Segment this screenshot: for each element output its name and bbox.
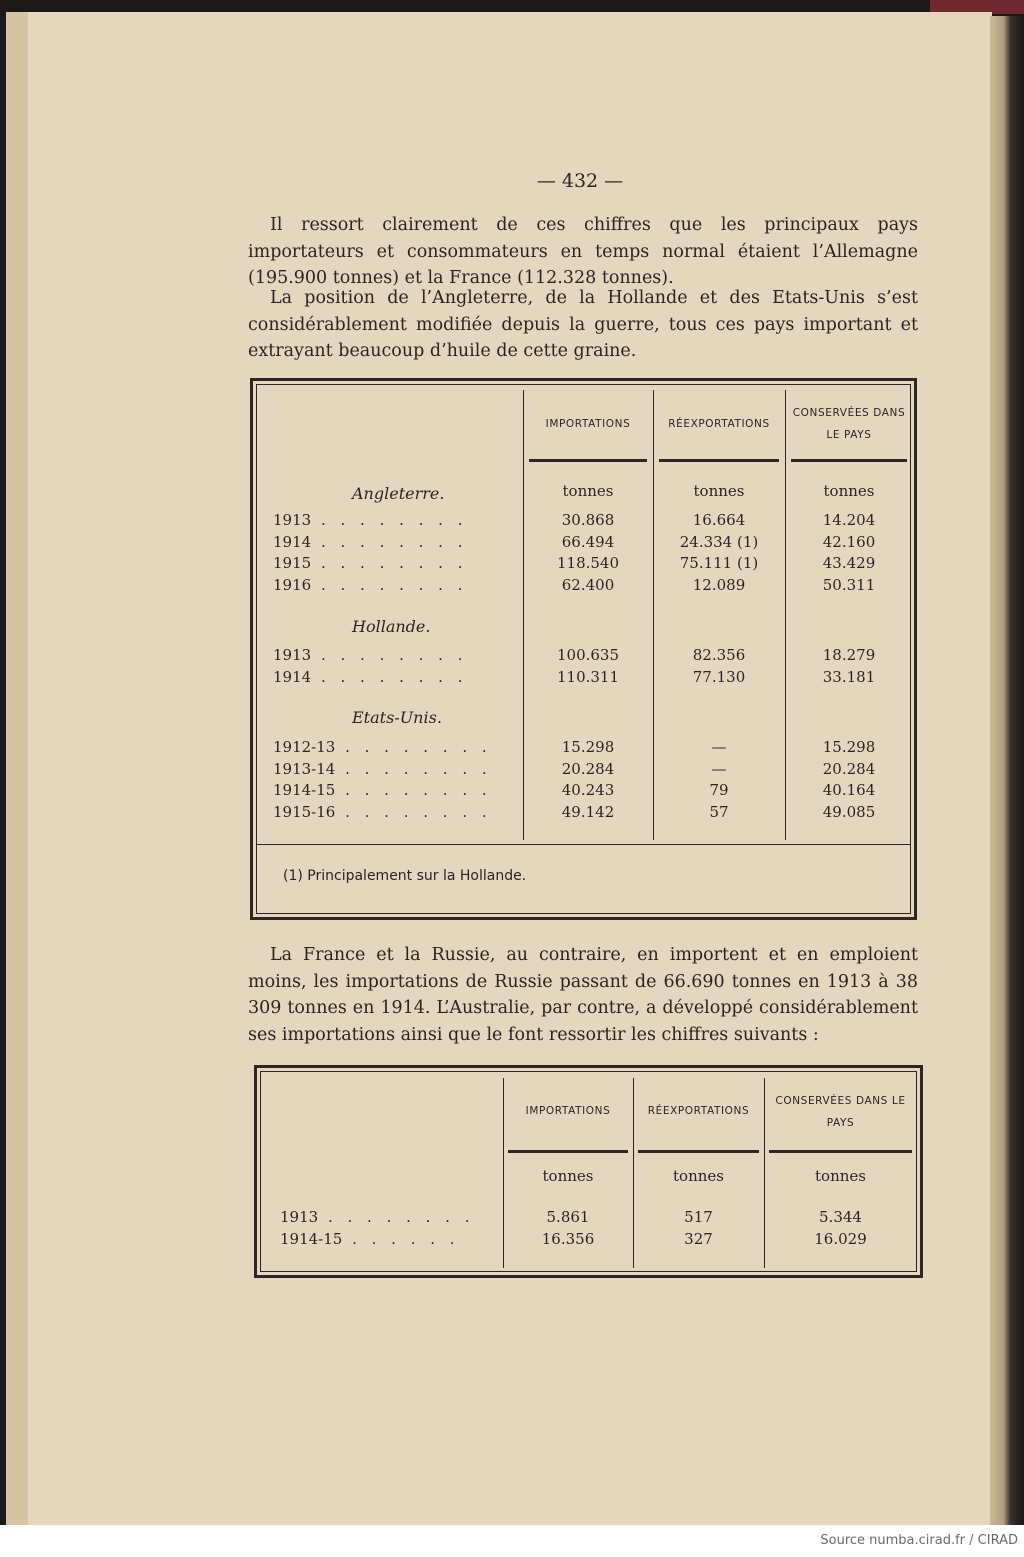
table-2-row-year: 1913 <box>280 1208 319 1226</box>
table-1-cell: 79 <box>709 781 729 799</box>
table-1-leader-dots: . . . . . . . . <box>311 532 468 551</box>
table-1-row-year: 1913-14 <box>273 759 336 778</box>
table-1-cell: 12.089 <box>692 575 746 594</box>
table-2-header-rule <box>638 1150 759 1153</box>
table-1-row-year: 1913 <box>273 646 312 664</box>
table-2-unit-label: tonnes <box>542 1167 594 1185</box>
table-1-cell: 66.494 <box>561 532 615 551</box>
source-credit: Source numba.cirad.fr / CIRAD <box>0 1525 1024 1557</box>
table-1-leader-dots: . . . . . . . . <box>335 802 492 821</box>
table-1-cell: 49.142 <box>561 802 615 821</box>
table-2-cell: 517 <box>684 1208 713 1226</box>
table-1-unit-label: tonnes <box>693 482 745 500</box>
table-1-cell: — <box>711 759 727 778</box>
table-2-cell: 327 <box>684 1230 713 1248</box>
table-1-cell: 43.429 <box>822 554 876 572</box>
table-1-leader-dots: . . . . . . . . <box>311 554 468 572</box>
table-1-cell: 15.298 <box>822 738 876 756</box>
table-1-cell: 75.111 (1) <box>679 554 759 572</box>
table-1-footnote-rule <box>256 844 911 845</box>
table-2-unit-label: tonnes <box>815 1167 866 1185</box>
table-1-cell: 16.664 <box>692 511 746 529</box>
table-1-row-label <box>273 780 518 801</box>
table-1-leader-dots: . . . . . . . . <box>311 575 468 594</box>
page-number: — 432 — <box>536 170 624 192</box>
table-1-leader-dots: . . . . . . . . <box>335 781 492 799</box>
table-2-unit-label: tonnes <box>673 1167 724 1185</box>
table-2-row-label <box>280 1229 502 1250</box>
table-2-column-header: RÉEXPORTATIONS <box>647 1105 750 1117</box>
table-1-cell: — <box>711 738 727 756</box>
table-1-header-rule <box>791 459 907 462</box>
table-1-cell: 15.298 <box>561 738 615 756</box>
table-1-row-label <box>273 737 518 758</box>
table-2-leader-dots: . . . . . . . . <box>318 1208 475 1226</box>
paragraph-2: La position de l’Angleterre, de la Hollande et des Etats-Unis s’est considérablement modifiée depuis la guerre, tous ces pays important et extrayant beaucoup d’huile de cette graine. <box>248 288 918 361</box>
table-1-row-label <box>273 532 518 553</box>
table-1-unit-label: tonnes <box>562 482 614 500</box>
table-1-group-name: Hollande. <box>352 617 431 636</box>
table-1-leader-dots: . . . . . . . . <box>335 738 492 756</box>
table-1-row-year: 1915-16 <box>273 802 336 821</box>
table-1-row-year: 1915 <box>273 554 312 572</box>
table-1-leader-dots: . . . . . . . . <box>311 667 468 686</box>
table-1-leader-dots: . . . . . . . . <box>311 646 468 664</box>
table-1-group-name: Angleterre. <box>352 484 445 503</box>
table-1-row-label <box>273 802 518 823</box>
table-1-cell: 57 <box>709 802 729 821</box>
table-1-row-year: 1916 <box>273 575 312 594</box>
table-1-cell: 18.279 <box>822 646 876 664</box>
table-1-row-label <box>273 759 518 780</box>
table-1-column-header: IMPORTATIONS <box>545 418 631 430</box>
table-1-row-year: 1914 <box>273 532 312 551</box>
table-1-group-name: Etats-Unis. <box>352 708 442 727</box>
table-1-cell: 77.130 <box>692 667 746 686</box>
table-1-unit-label: tonnes <box>823 482 875 500</box>
table-1-row-label <box>273 510 518 531</box>
table-1-cell: 33.181 <box>822 667 876 686</box>
table-2-row-label <box>280 1207 502 1228</box>
table-2-header-rule <box>508 1150 628 1153</box>
table-1-cell: 20.284 <box>561 759 615 778</box>
table-1-footnote: (1) Principalement sur la Hollande. <box>283 868 527 884</box>
table-1-row-year: 1914-15 <box>273 781 336 799</box>
table-1-header-rule <box>529 459 647 462</box>
table-1-cell: 49.085 <box>822 802 876 821</box>
table-1-cell: 14.204 <box>822 511 876 529</box>
table-1-cell: 40.164 <box>822 781 876 799</box>
table-1-cell: 62.400 <box>561 575 615 594</box>
table-1-column-header: CONSERVÉES DANS LE PAYS <box>792 407 906 441</box>
table-1-cell: 110.311 <box>556 667 620 686</box>
table-1-cell: 24.334 (1) <box>679 532 759 551</box>
table-1-row-label <box>273 553 518 574</box>
table-2-cell: 5.344 <box>819 1208 862 1226</box>
table-2-cell: 16.029 <box>814 1230 867 1248</box>
paragraph-1: Il ressort clairement de ces chiffres que les principaux pays importateurs et consommateurs en temps normal étaient l’Allemagne (195.900 tonnes) et la France (112.328 tonnes). <box>248 215 918 288</box>
table-1-cell: 100.635 <box>556 646 620 664</box>
table-1-cell: 20.284 <box>822 759 876 778</box>
table-2-column-header: IMPORTATIONS <box>525 1105 611 1117</box>
table-1-cell: 30.868 <box>561 511 615 529</box>
table-2-header-rule <box>769 1150 912 1153</box>
table-1-cell: 42.160 <box>822 532 876 551</box>
table-1-row-label <box>273 575 518 596</box>
table-1-cell: 50.311 <box>822 575 876 594</box>
table-1-cell: 40.243 <box>561 781 615 799</box>
table-1-cell: 118.540 <box>556 554 620 572</box>
page-gutter <box>990 16 1024 1525</box>
table-1-cell: 82.356 <box>692 646 746 664</box>
table-1-column-header: RÉEXPORTATIONS <box>668 418 770 430</box>
table-1-row-label <box>273 667 518 688</box>
table-2-leader-dots: . . . . . . <box>342 1230 460 1248</box>
table-1-row-year: 1913 <box>273 511 312 529</box>
table-2-cell: 16.356 <box>541 1230 595 1248</box>
table-1-leader-dots: . . . . . . . . <box>335 759 492 778</box>
table-1-row-year: 1912-13 <box>273 738 336 756</box>
table-2-column-header: CONSERVÉES DANS LE PAYS <box>775 1095 906 1129</box>
table-2-cell: 5.861 <box>546 1208 590 1226</box>
table-1-leader-dots: . . . . . . . . <box>311 511 468 529</box>
table-1-header-rule <box>659 459 779 462</box>
table-1-row-label <box>273 645 518 666</box>
paragraph-3: La France et la Russie, au contraire, en importent et en emploient moins, les importations de Russie passant de 66.690 tonnes en 1913 à 38 309 tonnes en 1914. L’Australie, par contre, a développé considérablement ses importations ainsi que le font ressortir les chiffres suivants : <box>248 945 918 1045</box>
table-2-row-year: 1914-15 <box>280 1230 343 1248</box>
table-1-row-year: 1914 <box>273 667 312 686</box>
